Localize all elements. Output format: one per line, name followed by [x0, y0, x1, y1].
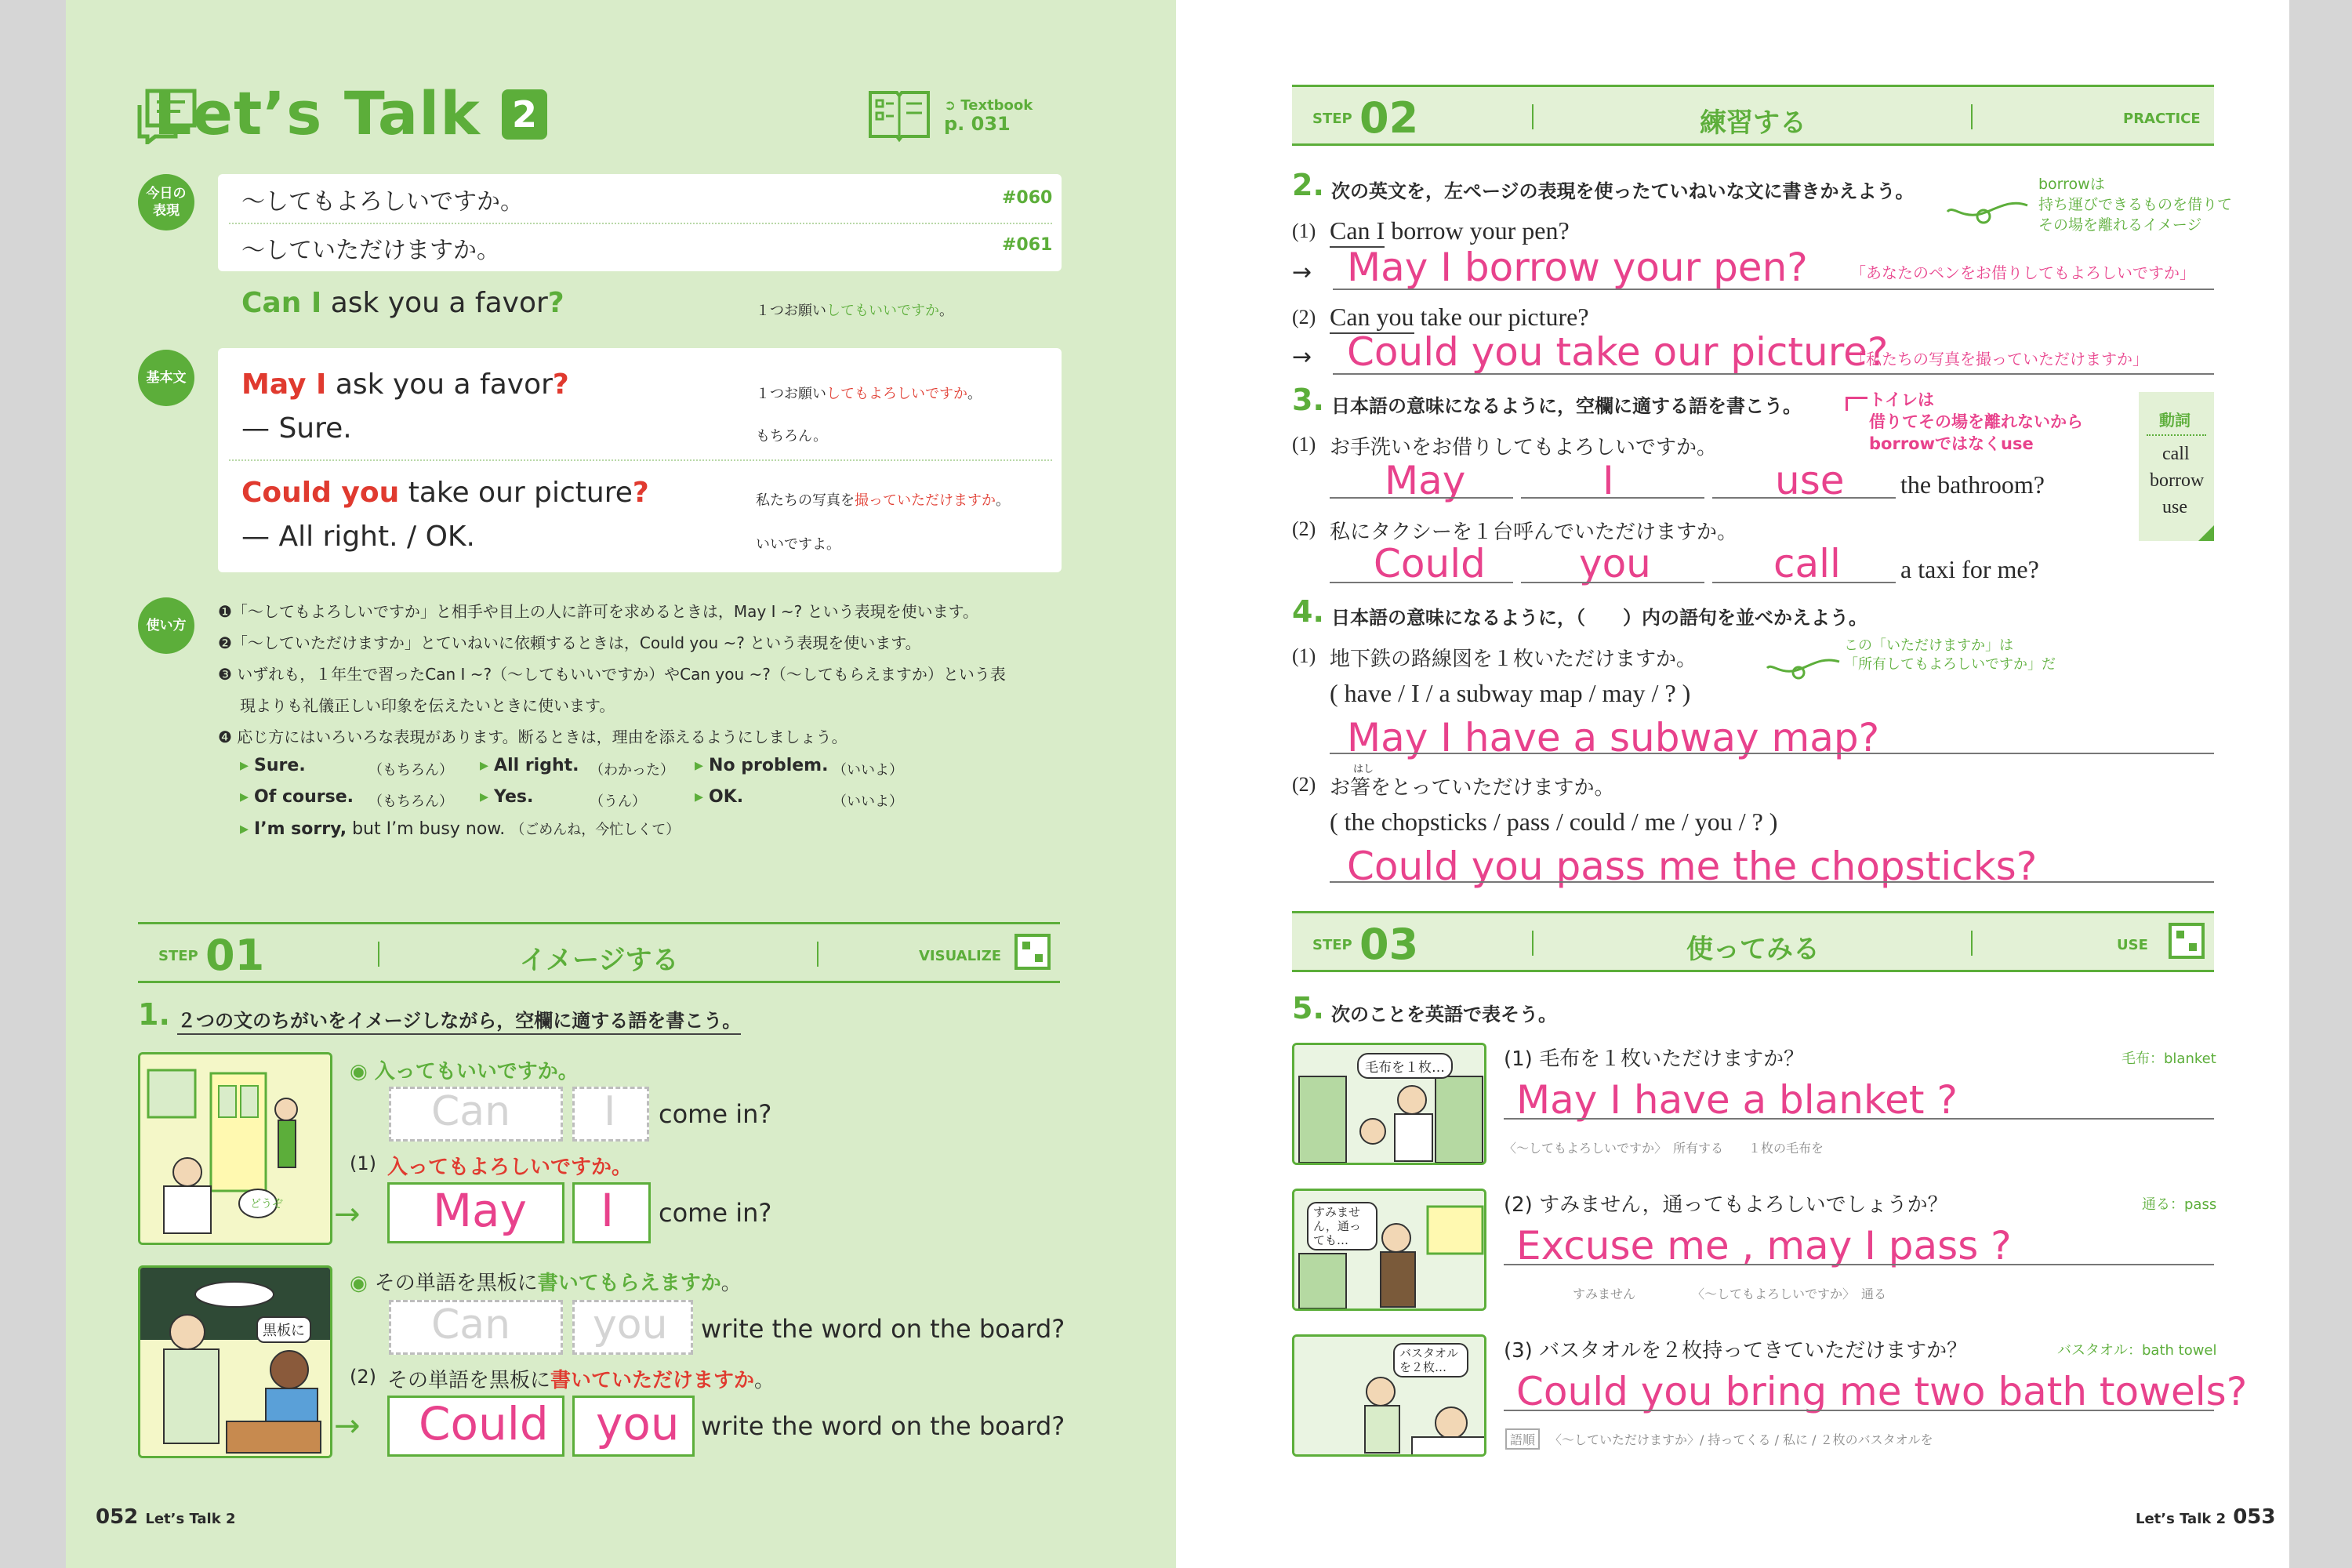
review-sentence: Can I ask you a favor?	[241, 287, 564, 319]
unit-number-badge: 2	[502, 89, 547, 140]
problem-2-prompt: その単語を黒板に書いていただけますか。	[387, 1369, 775, 1392]
response-no-problem-jp: （いいよ）	[833, 762, 903, 779]
q4-2-answer-line	[1330, 881, 2214, 883]
q5-3-answer-line	[1504, 1410, 2214, 1411]
question-4-text: 日本語の意味になるように，（ ）内の語句を並べかえよう。	[1331, 607, 1867, 629]
q3-2-line-1	[1330, 582, 1513, 583]
verb-call: call	[2162, 444, 2190, 464]
response-yes-jp: （うん）	[590, 793, 646, 810]
ghost-word-can-2: Can	[431, 1301, 511, 1348]
textbook-page: p. 031	[944, 113, 1011, 135]
today-expression-label: 今日の表現	[138, 174, 194, 230]
response-sorry: ▸ I’m sorry, but I’m busy now. （ごめんね，今忙しくて）	[240, 819, 681, 839]
response-ok-jp: （いいよ）	[833, 793, 903, 810]
response-of-course-jp: （もちろん）	[368, 793, 453, 810]
q5-1-hint: 毛布：blanket	[2122, 1051, 2216, 1067]
q4-1-prompt: 地下鉄の路線図を１枚いただけますか。	[1330, 648, 1697, 671]
question-3-text: 日本語の意味になるように，空欄に適する語を書こう。	[1331, 395, 1802, 417]
tail-1b: come in?	[659, 1198, 772, 1228]
door-bubble-text: どうぞ	[250, 1198, 283, 1210]
step-02-bar	[1292, 85, 2214, 146]
tail-2b: write the word on the board?	[701, 1411, 1065, 1441]
basic-sentence-1: May I ask you a favor?	[241, 368, 569, 401]
tail-2: write the word on the board?	[701, 1314, 1065, 1344]
q2-1-answer: May I borrow your pen?	[1347, 245, 1808, 290]
q5-2-hint: 通る：pass	[2142, 1196, 2217, 1213]
q2-2-number: (2)	[1292, 306, 1316, 328]
q2-2-sentence: Can you take our picture?	[1330, 303, 1589, 332]
page-title: Let’s Talk	[154, 78, 481, 148]
q3-1-number: (1)	[1292, 433, 1316, 456]
q3-1-line-3	[1712, 497, 1896, 499]
basic-response-2-translation: いいですよ。	[756, 536, 840, 553]
q3-2-number: (2)	[1292, 517, 1316, 540]
q2-2-arrow: →	[1292, 343, 1312, 371]
verb-box-label: 動詞	[2159, 411, 2190, 430]
q4-1-answer: May I have a subway map?	[1347, 715, 1880, 760]
airplane-blanket-illustration	[1292, 1043, 1486, 1165]
q3-2-line-3	[1712, 582, 1896, 583]
answer-could: Could	[419, 1397, 549, 1450]
expression-1: ～してもよろしいですか。	[241, 188, 524, 216]
step-title: 使ってみる	[1686, 934, 1820, 965]
step-label: STEP	[1312, 937, 1352, 953]
textbook-icon	[867, 88, 931, 143]
response-of-course: ▸ Of course.	[240, 787, 354, 807]
arrow-1: →	[334, 1196, 361, 1232]
step-english: VISUALIZE	[919, 948, 1002, 964]
q3-1-tail: the bathroom?	[1900, 470, 2045, 499]
q5-1-answer: May I have a blanket ?	[1516, 1077, 1958, 1123]
excuse-bubble-text: すみません，通っても…	[1307, 1202, 1377, 1250]
q5-1-sub: 〈～してもよろしいですか〉 所有する １枚の毛布を	[1504, 1141, 1824, 1156]
answer-you: you	[596, 1397, 680, 1450]
q5-1-prompt: (1) 毛布を１枚いただけますか？	[1504, 1047, 1805, 1071]
q4-2-number: (2)	[1292, 773, 1316, 796]
verb-use: use	[2162, 497, 2187, 517]
question-5-text: 次のことを英語で表そう。	[1331, 1004, 1557, 1025]
usage-note-4: ❹ 応じ方にはいろいろな表現があります。断るときは，理由を添えるようにしましょう。	[218, 728, 848, 746]
usage-note-2: ❷「～していただけますか」とていねいに依頼するときは，Could you ~? という表現を使います。	[218, 633, 921, 652]
question-1-number: 1.	[138, 997, 170, 1032]
question-5-number: 5.	[1292, 991, 1324, 1025]
answer-i: I	[601, 1184, 615, 1237]
cue-2: ◉ その単語を黒板に書いてもらえますか。	[350, 1272, 742, 1295]
step-number: 03	[1359, 920, 1419, 969]
response-ok: ▸ OK.	[695, 787, 744, 807]
q2-2-answer-line	[1333, 373, 2214, 375]
q5-2-sub: すみません 〈～してもよろしいですか〉 通る	[1573, 1287, 1887, 1301]
q5-2-answer-line	[1504, 1264, 2214, 1265]
divider	[1971, 104, 1973, 129]
curl-arrow-icon	[1764, 655, 1842, 684]
divider	[1532, 931, 1534, 956]
classroom-door-illustration	[138, 1052, 332, 1245]
q3-2-tail: a taxi for me?	[1900, 555, 2039, 583]
blackboard-bubble-text: 黒板に	[256, 1316, 311, 1343]
q3-1-answer-2: I	[1602, 458, 1614, 503]
left-margin	[0, 0, 66, 1568]
toilet-note: トイレは 借りてその場を離れないから borrowではなくuse	[1869, 390, 2083, 453]
borrow-note: borrowは 持ち運びできるものを借りて その場を離れるイメージ	[2038, 176, 2233, 234]
answer-may: May	[433, 1184, 527, 1237]
textbook-label: ➲ Textbook	[944, 97, 1033, 114]
expression-2-code: #061	[1002, 235, 1053, 255]
q3-1-line-1	[1330, 497, 1513, 499]
verb-borrow: borrow	[2150, 470, 2205, 491]
usage-label: 使い方	[138, 597, 194, 654]
step-03-bar	[1292, 911, 2214, 972]
q4-2-words: ( the chopsticks / pass / could / me / you / ? )	[1330, 808, 1778, 836]
basic-sentence-2: Could you take our picture?	[241, 477, 649, 509]
question-4-number: 4.	[1292, 594, 1324, 629]
divider	[817, 942, 818, 967]
review-translation: １つお願いしてもいいですか。	[756, 303, 953, 319]
basic-response-1: — Sure.	[241, 412, 352, 445]
question-1-text: ２つの文のちがいをイメージしながら，空欄に適する語を書こう。	[177, 1005, 741, 1033]
question-2-text: 次の英文を，左ページの表現を使ったていねいな文に書きかえよう。	[1331, 180, 1915, 202]
q2-2-answer: Could you take our picture?	[1347, 329, 1889, 375]
problem-2-number: (2)	[350, 1366, 376, 1388]
left-folio: 052 Let’s Talk 2	[96, 1505, 236, 1529]
q5-3-sub: 〈～していただけますか〉/ 持ってくる / 私に / ２枚のバスタオルを	[1549, 1432, 1933, 1447]
usage-note-3b: 現よりも礼儀正しい印象を伝えたいときに使います。	[240, 696, 615, 715]
q2-1-sentence: Can I borrow your pen?	[1330, 216, 1570, 245]
step-english: USE	[2117, 937, 2148, 953]
q4-2-prompt: お箸をとっていただけますか。	[1330, 776, 1615, 800]
cue-1: ◉ 入ってもいいですか。	[350, 1060, 579, 1083]
hotel-towel-illustration	[1292, 1334, 1486, 1457]
basic-sentence-label: 基本文	[138, 350, 194, 406]
usage-note-3a: ❸ いずれも，１年生で習ったCan I ~?（～してもいいですか）やCan you ~?（～してもらえますか）という表	[218, 665, 1006, 684]
qr-code-icon[interactable]	[1014, 934, 1051, 970]
q2-1-translation: 「あなたのペンをお借りしてもよろしいですか」	[1850, 263, 2195, 282]
expression-divider	[229, 223, 1052, 224]
q3-2-answer-1: Could	[1374, 541, 1486, 586]
response-all-right-jp: （わかった）	[590, 762, 674, 779]
q4-2-ruby: はし	[1353, 764, 1374, 775]
q3-1-answer-1: May	[1385, 458, 1466, 503]
q2-1-number: (1)	[1292, 220, 1316, 242]
response-sure-jp: （もちろん）	[368, 762, 453, 779]
right-margin	[2289, 0, 2352, 1568]
q3-1-line-2	[1521, 497, 1704, 499]
basic-sentence-2-translation: 私たちの写真を撮っていただけますか。	[756, 492, 1010, 509]
q5-1-answer-line	[1504, 1118, 2214, 1120]
expression-1-code: #060	[1002, 188, 1053, 208]
step-01-bar	[138, 922, 1060, 983]
tail-1: come in?	[659, 1099, 772, 1129]
q4-1-answer-line	[1330, 753, 2214, 754]
expression-2: ～していただけますか。	[241, 237, 500, 264]
blackboard-illustration	[138, 1265, 332, 1458]
step-number: 01	[205, 931, 265, 980]
q4-1-number: (1)	[1292, 644, 1316, 667]
response-sure: ▸ Sure.	[240, 756, 306, 775]
step-label: STEP	[158, 948, 198, 964]
q3-2-answer-3: call	[1773, 541, 1841, 586]
basic-response-1-translation: もちろん。	[756, 428, 828, 445]
q3-1-answer-3: use	[1775, 458, 1845, 503]
word-order-tag: 語順	[1505, 1428, 1540, 1450]
q3-2-answer-2: you	[1579, 541, 1651, 586]
blanket-bubble-text: 毛布を１枚…	[1357, 1053, 1453, 1079]
question-2-number: 2.	[1292, 168, 1324, 202]
divider	[2147, 434, 2206, 436]
towel-bubble-text: バスタオルを２枚…	[1393, 1343, 1468, 1377]
response-all-right: ▸ All right.	[480, 756, 579, 775]
step-title: 練習する	[1700, 107, 1806, 139]
verb-word-box	[2139, 392, 2214, 541]
ghost-word-can: Can	[431, 1088, 511, 1135]
q4-1-words: ( have / I / a subway map / may / ? )	[1330, 679, 1691, 707]
q2-1-answer-line	[1333, 289, 2214, 290]
itadakemasu-note: この「いただけますか」は 「所有してもよろしいですか」だ	[1844, 637, 2056, 673]
problem-1-number: (1)	[350, 1152, 376, 1174]
corner-mark	[2198, 525, 2214, 541]
q5-2-answer: Excuse me , may I pass ?	[1516, 1223, 2012, 1269]
ghost-word-you: you	[593, 1301, 668, 1348]
q2-1-arrow: →	[1292, 259, 1312, 286]
q3-2-line-2	[1521, 582, 1704, 583]
usage-note-1: ❶「～してもよろしいですか」と相手や目上の人に許可を求めるときは，May I ~? という表現を使います。	[218, 602, 979, 621]
q5-3-prompt: (3) バスタオルを２枚持ってきていただけますか？	[1504, 1339, 1968, 1363]
response-yes: ▸ Yes.	[480, 787, 534, 807]
divider	[378, 942, 379, 967]
step-number: 02	[1359, 93, 1419, 143]
response-no-problem: ▸ No problem.	[695, 756, 829, 775]
ghost-word-i: I	[604, 1088, 616, 1135]
right-folio: Let’s Talk 2 053	[2136, 1505, 2276, 1529]
qr-code-icon[interactable]	[2169, 923, 2205, 959]
note-bracket	[1846, 397, 1867, 411]
q5-3-hint: バスタオル：bath towel	[2057, 1342, 2217, 1359]
q4-2-answer: Could you pass me the chopsticks?	[1347, 844, 2038, 889]
arrow-2: →	[334, 1408, 361, 1444]
curl-arrow-icon	[1944, 198, 2031, 229]
divider	[1971, 931, 1973, 956]
step-title: イメージする	[519, 945, 679, 976]
q3-1-prompt: お手洗いをお借りしてもよろしいですか。	[1330, 436, 1718, 459]
bus-excuse-me-illustration	[1292, 1189, 1486, 1311]
q2-2-translation: 「私たちの写真を撮っていただけますか」	[1850, 350, 2148, 368]
basic-sentence-1-translation: １つお願いしてもよろしいですか。	[756, 386, 982, 402]
step-label: STEP	[1312, 111, 1352, 127]
basic-divider	[229, 459, 1052, 461]
q5-2-prompt: (2) すみません，通ってもよろしいでしょうか？	[1504, 1193, 1948, 1217]
question-3-number: 3.	[1292, 383, 1324, 417]
divider	[1532, 104, 1534, 129]
q5-3-answer: Could you bring me two bath towels?	[1516, 1369, 2248, 1414]
step-english: PRACTICE	[2123, 111, 2201, 127]
basic-response-2: — All right. / OK.	[241, 521, 475, 553]
problem-1-prompt: 入ってもよろしいですか。	[387, 1156, 633, 1179]
q3-2-prompt: 私にタクシーを１台呼んでいただけますか。	[1330, 521, 1738, 544]
